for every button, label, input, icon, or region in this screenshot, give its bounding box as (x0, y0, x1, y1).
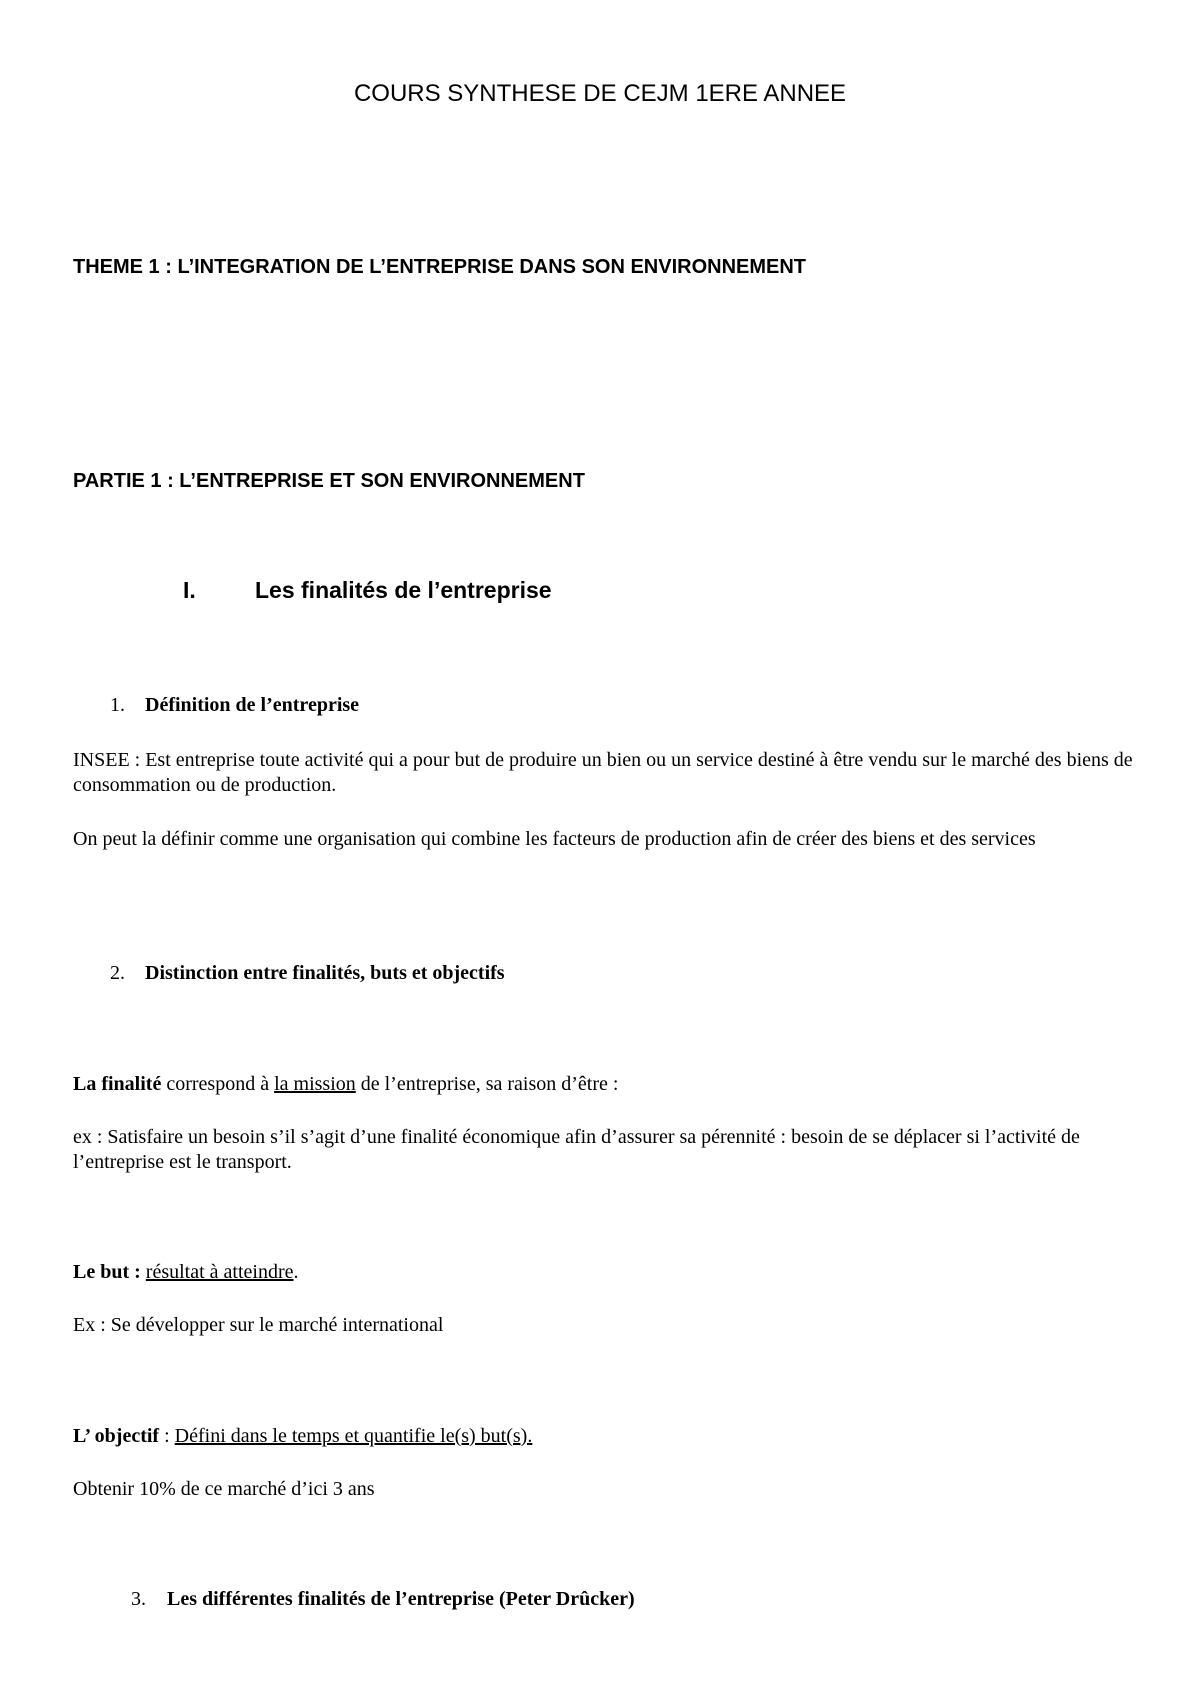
but-line (73, 1260, 1133, 1285)
but-underlined: résultat à atteindre (145, 1261, 294, 1283)
subsection-1-title: Définition de l’entreprise (145, 694, 360, 716)
section-number: I. (183, 577, 196, 603)
objectif-text-before: : (159, 1425, 175, 1447)
objectif-example: Obtenir 10% de ce marché d’ici 3 ans (73, 1478, 375, 1500)
subsection-2-title: Distinction entre finalités, buts et objectifs (145, 962, 505, 984)
but-text-after: . (293, 1261, 299, 1283)
finalite-text-before: correspond à (161, 1073, 275, 1095)
objectif-term: L’ objectif (73, 1425, 160, 1447)
subsection-1-number: 1. (110, 694, 125, 716)
objectif-line (73, 1424, 1133, 1449)
finalite-underlined: la mission (274, 1073, 356, 1095)
but-term: Le but : (73, 1261, 141, 1283)
objectif-underlined: Défini dans le temps et quantifie le(s) but(s). (174, 1425, 533, 1447)
but-example: Ex : Se développer sur le marché international (73, 1314, 444, 1336)
section-title: Les finalités de l’entreprise (255, 577, 552, 603)
partie-heading: PARTIE 1 : L’ENTREPRISE ET SON ENVIRONNEMENT (73, 470, 585, 492)
theme-heading: THEME 1 : L’INTEGRATION DE L’ENTREPRISE DANS SON ENVIRONNEMENT (73, 256, 807, 278)
definition-paragraph-2: On peut la définir comme une organisation qui combine les facteurs de production afin de créer des biens et des services (73, 828, 1036, 850)
subsection-3-number: 3. (131, 1588, 146, 1610)
document-title: COURS SYNTHESE DE CEJM 1ERE ANNEE (353, 80, 847, 107)
finalite-line (73, 1072, 1133, 1097)
subsection-2-number: 2. (110, 962, 125, 984)
finalite-term: La finalité (73, 1073, 162, 1095)
finalite-example: ex : Satisfaire un besoin s’il s’agit d’une finalité économique afin d’assurer sa pérennité : besoin de se déplacer si l’activité de l’entreprise est le transport. (73, 1126, 1080, 1173)
finalite-text-after: de l’entreprise, sa raison d’être : (355, 1073, 619, 1095)
definition-paragraph-1: INSEE : Est entreprise toute activité qui a pour but de produire un bien ou un service destiné à être vendu sur le marché des biens de consommation ou de production. (73, 749, 1133, 796)
subsection-3-title: Les différentes finalités de l’entreprise (Peter Drûcker) (167, 1588, 635, 1610)
